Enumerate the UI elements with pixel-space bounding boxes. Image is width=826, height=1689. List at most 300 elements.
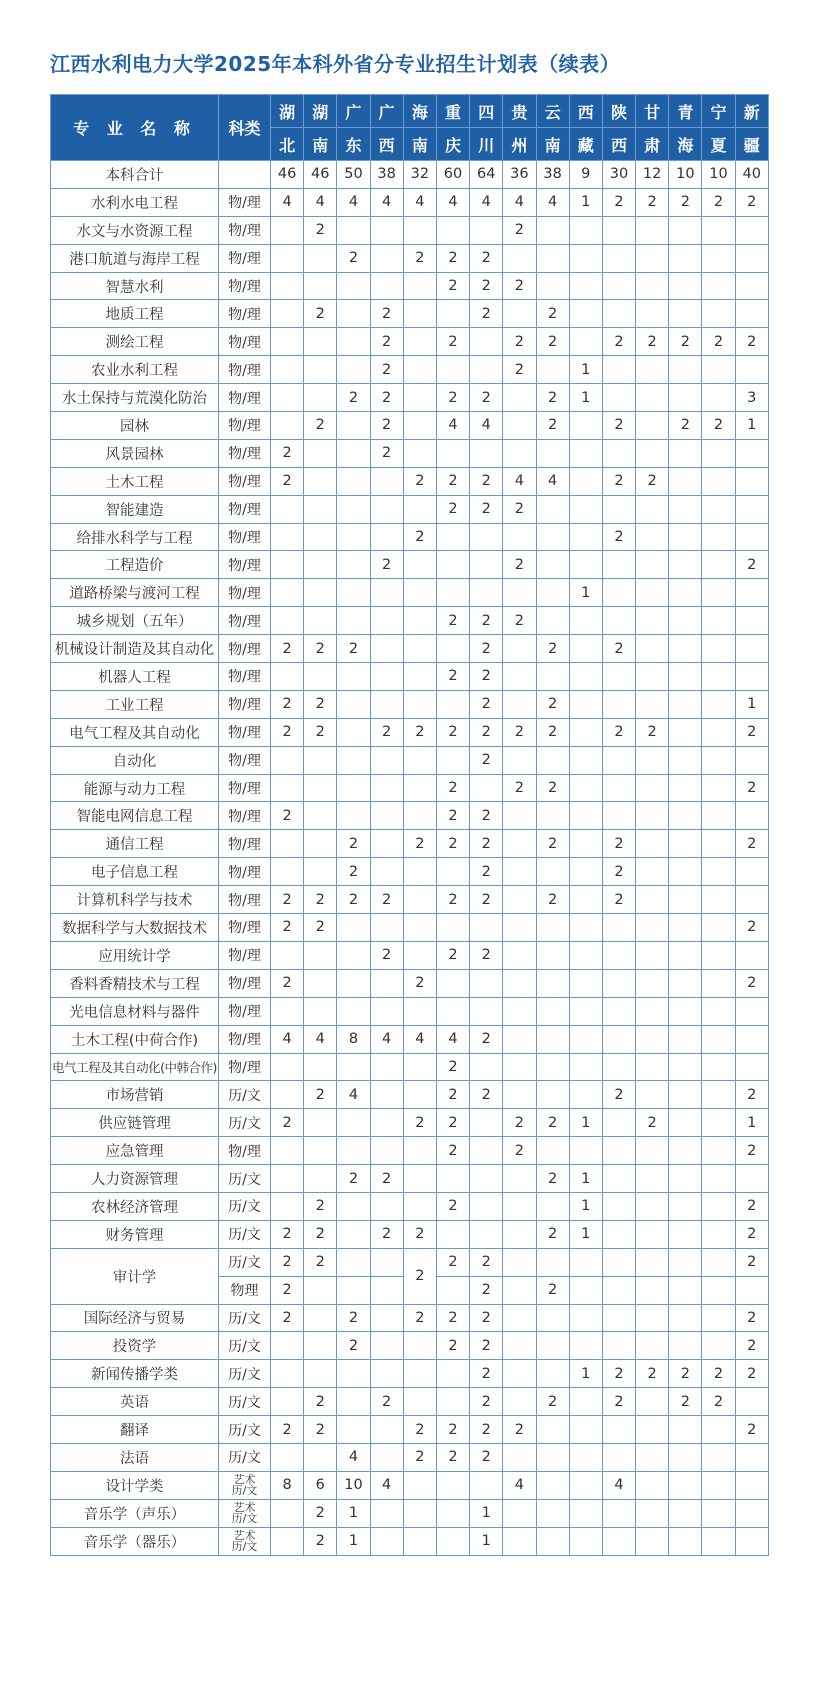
quota-cell bbox=[636, 1471, 669, 1499]
quota-cell: 2 bbox=[304, 1527, 337, 1555]
quota-cell bbox=[304, 663, 337, 691]
quota-cell bbox=[569, 886, 602, 914]
province-header-bottom: 南 bbox=[403, 128, 436, 161]
table-row bbox=[51, 914, 769, 942]
major-name: 智慧水利 bbox=[51, 272, 219, 300]
quota-cell bbox=[702, 1527, 735, 1555]
major-name: 工程造价 bbox=[51, 551, 219, 579]
quota-cell bbox=[669, 356, 702, 384]
quota-cell bbox=[304, 1053, 337, 1081]
quota-cell bbox=[470, 1192, 503, 1220]
quota-cell: 2 bbox=[636, 718, 669, 746]
category-cell bbox=[219, 1471, 271, 1499]
quota-cell bbox=[304, 1304, 337, 1332]
quota-cell bbox=[503, 384, 536, 412]
quota-cell bbox=[436, 1165, 469, 1193]
table-row bbox=[51, 718, 769, 746]
quota-cell bbox=[370, 1109, 403, 1137]
quota-cell bbox=[436, 1527, 469, 1555]
quota-cell bbox=[370, 216, 403, 244]
quota-cell bbox=[470, 1165, 503, 1193]
quota-cell bbox=[403, 886, 436, 914]
quota-cell bbox=[536, 1527, 569, 1555]
major-name: 供应链管理 bbox=[51, 1109, 219, 1137]
quota-cell: 2 bbox=[403, 1109, 436, 1137]
province-header-top: 广 bbox=[337, 95, 370, 128]
category-cell: 物/理 bbox=[219, 356, 271, 384]
quota-cell bbox=[702, 272, 735, 300]
quota-cell bbox=[735, 523, 768, 551]
category-cell: 物/理 bbox=[219, 216, 271, 244]
quota-cell bbox=[569, 300, 602, 328]
category-cell bbox=[219, 1499, 271, 1527]
quota-cell bbox=[403, 551, 436, 579]
major-name: 水土保持与荒漠化防治 bbox=[51, 384, 219, 412]
quota-cell: 2 bbox=[271, 1276, 304, 1304]
quota-cell bbox=[403, 914, 436, 942]
quota-cell bbox=[403, 1499, 436, 1527]
quota-cell bbox=[536, 1499, 569, 1527]
quota-cell bbox=[304, 969, 337, 997]
quota-cell bbox=[337, 272, 370, 300]
table-row bbox=[51, 328, 769, 356]
category-cell: 物/理 bbox=[219, 774, 271, 802]
quota-cell bbox=[636, 1165, 669, 1193]
quota-cell bbox=[337, 969, 370, 997]
quota-cell bbox=[470, 356, 503, 384]
quota-cell bbox=[636, 551, 669, 579]
quota-cell bbox=[536, 216, 569, 244]
quota-cell bbox=[337, 746, 370, 774]
quota-cell bbox=[337, 774, 370, 802]
quota-cell: 2 bbox=[470, 718, 503, 746]
quota-cell bbox=[636, 1416, 669, 1444]
major-name: 光电信息材料与器件 bbox=[51, 997, 219, 1025]
quota-cell: 2 bbox=[304, 1248, 337, 1276]
quota-cell bbox=[536, 439, 569, 467]
quota-cell bbox=[702, 1416, 735, 1444]
quota-cell bbox=[702, 690, 735, 718]
quota-cell bbox=[271, 300, 304, 328]
quota-cell: 2 bbox=[602, 412, 635, 440]
quota-cell bbox=[569, 774, 602, 802]
quota-cell: 1 bbox=[337, 1499, 370, 1527]
quota-cell bbox=[337, 300, 370, 328]
quota-cell: 2 bbox=[436, 1081, 469, 1109]
table-row bbox=[51, 1443, 769, 1471]
quota-cell: 2 bbox=[470, 690, 503, 718]
quota-cell bbox=[370, 1360, 403, 1388]
quota-cell: 2 bbox=[470, 244, 503, 272]
quota-cell bbox=[735, 244, 768, 272]
quota-cell bbox=[370, 272, 403, 300]
quota-cell bbox=[536, 1248, 569, 1276]
quota-cell bbox=[702, 997, 735, 1025]
table-row bbox=[51, 495, 769, 523]
major-name: 国际经济与贸易 bbox=[51, 1304, 219, 1332]
quota-cell: 2 bbox=[271, 1109, 304, 1137]
quota-cell: 4 bbox=[503, 1471, 536, 1499]
category-cell: 历/文 bbox=[219, 1416, 271, 1444]
table-row bbox=[51, 1499, 769, 1527]
quota-cell bbox=[702, 1109, 735, 1137]
quota-cell bbox=[669, 579, 702, 607]
quota-cell: 2 bbox=[735, 551, 768, 579]
quota-cell: 2 bbox=[304, 635, 337, 663]
quota-cell bbox=[271, 1165, 304, 1193]
quota-cell bbox=[669, 467, 702, 495]
quota-cell: 2 bbox=[735, 1248, 768, 1276]
quota-cell bbox=[602, 1443, 635, 1471]
quota-cell bbox=[436, 439, 469, 467]
quota-cell: 2 bbox=[669, 1360, 702, 1388]
quota-cell bbox=[304, 495, 337, 523]
enrollment-plan-table bbox=[50, 94, 769, 1556]
quota-cell: 2 bbox=[470, 663, 503, 691]
quota-cell bbox=[503, 690, 536, 718]
quota-cell bbox=[403, 1192, 436, 1220]
quota-cell bbox=[370, 969, 403, 997]
quota-cell bbox=[536, 1137, 569, 1165]
quota-cell bbox=[403, 356, 436, 384]
quota-cell bbox=[271, 1499, 304, 1527]
table-row bbox=[51, 1471, 769, 1499]
quota-cell bbox=[304, 1332, 337, 1360]
quota-cell bbox=[470, 1220, 503, 1248]
quota-cell bbox=[636, 1443, 669, 1471]
category-line: 艺术 bbox=[233, 1529, 256, 1543]
quota-cell: 2 bbox=[470, 1304, 503, 1332]
major-name: 审计学 bbox=[51, 1248, 219, 1304]
quota-cell: 2 bbox=[536, 1165, 569, 1193]
quota-cell: 1 bbox=[569, 1192, 602, 1220]
quota-cell bbox=[669, 384, 702, 412]
quota-cell bbox=[503, 244, 536, 272]
quota-cell bbox=[735, 802, 768, 830]
quota-cell: 2 bbox=[735, 718, 768, 746]
quota-cell bbox=[669, 1109, 702, 1137]
quota-cell bbox=[735, 941, 768, 969]
quota-cell bbox=[370, 1499, 403, 1527]
quota-cell bbox=[569, 830, 602, 858]
category-cell: 物/理 bbox=[219, 495, 271, 523]
quota-cell bbox=[370, 1304, 403, 1332]
quota-cell: 2 bbox=[370, 328, 403, 356]
quota-cell: 36 bbox=[503, 161, 536, 189]
quota-cell bbox=[337, 579, 370, 607]
quota-cell bbox=[536, 746, 569, 774]
category-cell bbox=[219, 1527, 271, 1555]
quota-cell: 2 bbox=[503, 1416, 536, 1444]
quota-cell bbox=[271, 412, 304, 440]
quota-cell: 2 bbox=[536, 635, 569, 663]
quota-cell bbox=[503, 1165, 536, 1193]
table-row bbox=[51, 161, 769, 189]
category-cell: 物/理 bbox=[219, 969, 271, 997]
quota-cell: 2 bbox=[271, 1248, 304, 1276]
table-row bbox=[51, 272, 769, 300]
quota-cell bbox=[669, 1137, 702, 1165]
quota-cell: 38 bbox=[536, 161, 569, 189]
quota-cell bbox=[470, 1109, 503, 1137]
quota-cell bbox=[436, 746, 469, 774]
quota-cell bbox=[337, 1192, 370, 1220]
quota-cell bbox=[271, 1137, 304, 1165]
category-cell: 物/理 bbox=[219, 635, 271, 663]
quota-cell: 2 bbox=[271, 969, 304, 997]
quota-cell bbox=[702, 1276, 735, 1304]
category-cell: 物/理 bbox=[219, 300, 271, 328]
major-name: 应急管理 bbox=[51, 1137, 219, 1165]
quota-cell bbox=[669, 1527, 702, 1555]
quota-cell: 2 bbox=[470, 886, 503, 914]
major-name: 农业水利工程 bbox=[51, 356, 219, 384]
category-cell: 物/理 bbox=[219, 802, 271, 830]
province-header-top: 宁 bbox=[702, 95, 735, 128]
table-row bbox=[51, 1109, 769, 1137]
quota-cell: 2 bbox=[470, 1443, 503, 1471]
quota-cell: 2 bbox=[503, 1137, 536, 1165]
major-name: 道路桥梁与渡河工程 bbox=[51, 579, 219, 607]
quota-cell bbox=[271, 356, 304, 384]
quota-cell: 2 bbox=[370, 356, 403, 384]
quota-cell bbox=[602, 774, 635, 802]
quota-cell bbox=[503, 914, 536, 942]
quota-cell bbox=[337, 690, 370, 718]
quota-cell bbox=[702, 718, 735, 746]
quota-cell bbox=[636, 997, 669, 1025]
quota-cell bbox=[735, 1388, 768, 1416]
quota-cell: 1 bbox=[569, 1109, 602, 1137]
quota-cell bbox=[271, 1443, 304, 1471]
quota-cell bbox=[271, 607, 304, 635]
quota-cell bbox=[602, 607, 635, 635]
quota-cell bbox=[536, 969, 569, 997]
major-name: 智能建造 bbox=[51, 495, 219, 523]
quota-cell bbox=[370, 1053, 403, 1081]
quota-cell bbox=[536, 858, 569, 886]
quota-cell bbox=[271, 384, 304, 412]
quota-cell: 2 bbox=[304, 914, 337, 942]
major-name: 通信工程 bbox=[51, 830, 219, 858]
quota-cell: 2 bbox=[602, 1360, 635, 1388]
quota-cell bbox=[669, 802, 702, 830]
quota-cell bbox=[636, 1081, 669, 1109]
quota-cell bbox=[735, 272, 768, 300]
table-row bbox=[51, 412, 769, 440]
table-row bbox=[51, 1025, 769, 1053]
quota-cell bbox=[337, 1276, 370, 1304]
quota-cell bbox=[636, 495, 669, 523]
quota-cell bbox=[735, 607, 768, 635]
quota-cell bbox=[403, 1081, 436, 1109]
quota-cell bbox=[569, 1499, 602, 1527]
major-name: 港口航道与海岸工程 bbox=[51, 244, 219, 272]
quota-cell: 2 bbox=[602, 1388, 635, 1416]
quota-cell: 38 bbox=[370, 161, 403, 189]
quota-cell bbox=[503, 997, 536, 1025]
quota-cell: 2 bbox=[436, 384, 469, 412]
quota-cell bbox=[337, 663, 370, 691]
quota-cell bbox=[602, 746, 635, 774]
quota-cell bbox=[536, 1443, 569, 1471]
quota-cell bbox=[271, 858, 304, 886]
quota-cell: 2 bbox=[735, 830, 768, 858]
quota-cell bbox=[669, 523, 702, 551]
quota-cell: 2 bbox=[536, 412, 569, 440]
quota-cell bbox=[569, 467, 602, 495]
quota-cell bbox=[602, 997, 635, 1025]
major-name: 风景园林 bbox=[51, 439, 219, 467]
quota-cell bbox=[669, 1025, 702, 1053]
major-name: 音乐学（器乐） bbox=[51, 1527, 219, 1555]
quota-cell bbox=[602, 1248, 635, 1276]
table-row bbox=[51, 1332, 769, 1360]
quota-cell bbox=[403, 1137, 436, 1165]
quota-cell: 2 bbox=[403, 830, 436, 858]
province-header-bottom: 北 bbox=[271, 128, 304, 161]
quota-cell bbox=[337, 1360, 370, 1388]
quota-cell bbox=[702, 774, 735, 802]
quota-cell: 2 bbox=[337, 858, 370, 886]
quota-cell: 4 bbox=[370, 188, 403, 216]
quota-cell bbox=[370, 858, 403, 886]
quota-cell bbox=[636, 1192, 669, 1220]
category-cell: 物/理 bbox=[219, 746, 271, 774]
quota-cell bbox=[403, 635, 436, 663]
quota-cell bbox=[370, 467, 403, 495]
quota-cell bbox=[702, 1499, 735, 1527]
quota-cell: 4 bbox=[271, 188, 304, 216]
major-name: 财务管理 bbox=[51, 1220, 219, 1248]
quota-cell bbox=[403, 858, 436, 886]
quota-cell bbox=[636, 914, 669, 942]
quota-cell bbox=[271, 774, 304, 802]
category-cell: 物/理 bbox=[219, 412, 271, 440]
table-row bbox=[51, 1192, 769, 1220]
quota-cell: 2 bbox=[470, 635, 503, 663]
quota-cell: 2 bbox=[436, 467, 469, 495]
quota-cell: 2 bbox=[337, 384, 370, 412]
quota-cell: 2 bbox=[536, 718, 569, 746]
quota-cell bbox=[370, 579, 403, 607]
quota-cell bbox=[569, 941, 602, 969]
quota-cell: 2 bbox=[370, 1220, 403, 1248]
quota-cell bbox=[602, 941, 635, 969]
quota-cell: 2 bbox=[304, 216, 337, 244]
quota-cell bbox=[503, 802, 536, 830]
quota-cell bbox=[271, 523, 304, 551]
quota-cell: 2 bbox=[470, 858, 503, 886]
quota-cell bbox=[503, 1388, 536, 1416]
major-name: 工业工程 bbox=[51, 690, 219, 718]
quota-cell bbox=[702, 1220, 735, 1248]
quota-cell bbox=[337, 467, 370, 495]
quota-cell bbox=[503, 1081, 536, 1109]
quota-cell: 2 bbox=[304, 412, 337, 440]
quota-cell: 2 bbox=[304, 718, 337, 746]
major-name: 设计学类 bbox=[51, 1471, 219, 1499]
province-header-top: 西 bbox=[569, 95, 602, 128]
table-row bbox=[51, 244, 769, 272]
quota-cell: 2 bbox=[436, 1192, 469, 1220]
quota-cell: 2 bbox=[271, 802, 304, 830]
quota-cell bbox=[536, 244, 569, 272]
quota-cell bbox=[636, 244, 669, 272]
quota-cell bbox=[503, 579, 536, 607]
quota-cell: 2 bbox=[536, 1220, 569, 1248]
quota-cell bbox=[669, 1304, 702, 1332]
quota-cell bbox=[636, 969, 669, 997]
quota-cell bbox=[735, 1443, 768, 1471]
quota-cell bbox=[636, 690, 669, 718]
quota-cell bbox=[569, 914, 602, 942]
quota-cell bbox=[337, 1388, 370, 1416]
table-row bbox=[51, 997, 769, 1025]
quota-cell bbox=[569, 635, 602, 663]
quota-cell bbox=[304, 941, 337, 969]
quota-cell bbox=[669, 635, 702, 663]
quota-cell bbox=[403, 1471, 436, 1499]
quota-cell bbox=[337, 412, 370, 440]
quota-cell bbox=[403, 663, 436, 691]
province-header-bottom: 藏 bbox=[569, 128, 602, 161]
quota-cell bbox=[370, 914, 403, 942]
quota-cell bbox=[470, 328, 503, 356]
category-cell: 物/理 bbox=[219, 886, 271, 914]
quota-cell bbox=[669, 216, 702, 244]
quota-cell bbox=[436, 356, 469, 384]
quota-cell: 2 bbox=[470, 495, 503, 523]
quota-cell: 2 bbox=[436, 1137, 469, 1165]
quota-cell bbox=[271, 746, 304, 774]
quota-cell: 2 bbox=[304, 1192, 337, 1220]
quota-cell: 2 bbox=[536, 1276, 569, 1304]
quota-cell bbox=[569, 272, 602, 300]
quota-cell bbox=[503, 1527, 536, 1555]
quota-cell bbox=[403, 690, 436, 718]
quota-cell: 4 bbox=[370, 1025, 403, 1053]
category-cell: 物/理 bbox=[219, 188, 271, 216]
quota-cell bbox=[636, 774, 669, 802]
quota-cell bbox=[636, 886, 669, 914]
quota-cell bbox=[304, 1109, 337, 1137]
quota-cell: 2 bbox=[702, 1388, 735, 1416]
major-name: 计算机科学与技术 bbox=[51, 886, 219, 914]
quota-cell bbox=[669, 1443, 702, 1471]
quota-cell: 2 bbox=[370, 941, 403, 969]
quota-cell: 1 bbox=[569, 579, 602, 607]
quota-cell bbox=[602, 244, 635, 272]
quota-cell bbox=[536, 1332, 569, 1360]
category-cell: 物/理 bbox=[219, 1137, 271, 1165]
quota-cell: 2 bbox=[602, 1081, 635, 1109]
quota-cell: 2 bbox=[536, 830, 569, 858]
quota-cell bbox=[669, 1220, 702, 1248]
category-cell: 物/理 bbox=[219, 914, 271, 942]
major-name: 能源与动力工程 bbox=[51, 774, 219, 802]
quota-cell bbox=[636, 523, 669, 551]
category-cell: 历/文 bbox=[219, 1332, 271, 1360]
quota-cell: 2 bbox=[503, 356, 536, 384]
quota-cell bbox=[304, 384, 337, 412]
quota-cell bbox=[370, 635, 403, 663]
quota-cell: 2 bbox=[436, 1109, 469, 1137]
category-cell: 物/理 bbox=[219, 467, 271, 495]
table-row bbox=[51, 1081, 769, 1109]
quota-cell bbox=[503, 830, 536, 858]
quota-cell bbox=[669, 718, 702, 746]
